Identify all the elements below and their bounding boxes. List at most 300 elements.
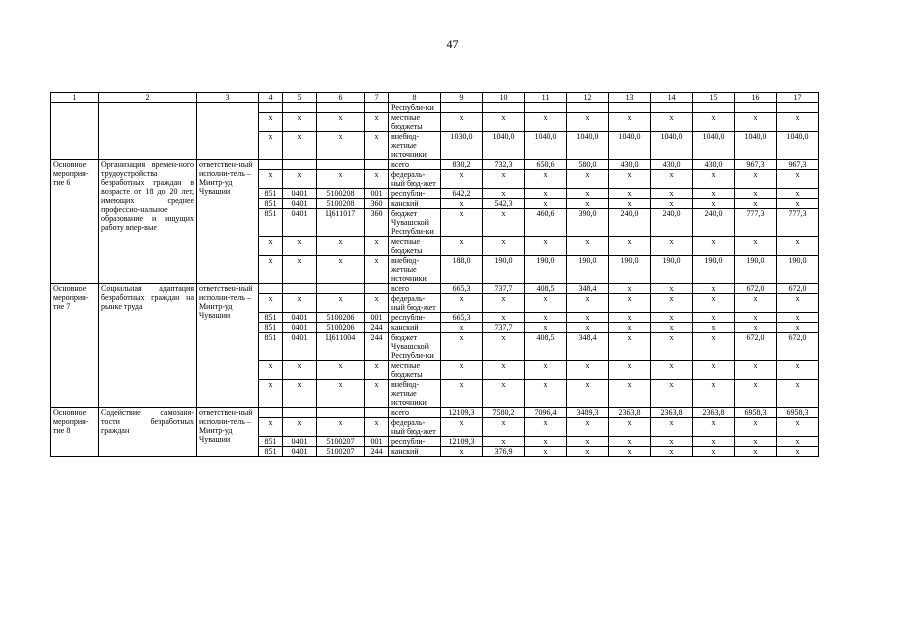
amount-cell: х bbox=[441, 361, 483, 380]
amount-cell: х bbox=[525, 361, 567, 380]
funding-source-cell: Республи-ки bbox=[389, 103, 441, 113]
amount-cell: х bbox=[735, 380, 777, 408]
code-cell: 851 bbox=[259, 199, 283, 209]
amount-cell: х bbox=[609, 418, 651, 437]
amount-cell: 737,7 bbox=[483, 284, 525, 294]
code-cell bbox=[365, 160, 389, 170]
code-cell: х bbox=[259, 132, 283, 160]
funding-source-cell: внебюд-жетные источники bbox=[389, 380, 441, 408]
amount-cell: х bbox=[651, 437, 693, 447]
amount-cell: х bbox=[693, 170, 735, 189]
amount-cell: х bbox=[609, 113, 651, 132]
amount-cell: 1040,0 bbox=[777, 132, 819, 160]
code-cell: х bbox=[259, 418, 283, 437]
code-cell: 851 bbox=[259, 437, 283, 447]
code-cell: 244 bbox=[365, 333, 389, 361]
code-cell: х bbox=[259, 361, 283, 380]
column-number: 7 bbox=[365, 93, 389, 103]
code-cell bbox=[365, 103, 389, 113]
column-number: 10 bbox=[483, 93, 525, 103]
amount-cell: 12109,3 bbox=[441, 408, 483, 418]
amount-cell: х bbox=[735, 418, 777, 437]
amount-cell: 12109,3 bbox=[441, 437, 483, 447]
funding-source-cell: федераль-ный бюд-жет bbox=[389, 170, 441, 189]
code-cell: 0401 bbox=[283, 199, 317, 209]
code-cell bbox=[283, 408, 317, 418]
amount-cell: х bbox=[483, 294, 525, 313]
amount-cell bbox=[609, 103, 651, 113]
amount-cell: х bbox=[483, 437, 525, 447]
column-number: 16 bbox=[735, 93, 777, 103]
amount-cell: х bbox=[735, 361, 777, 380]
amount-cell: х bbox=[483, 333, 525, 361]
code-cell: 360 bbox=[365, 209, 389, 237]
amount-cell: х bbox=[441, 294, 483, 313]
amount-cell: 1040,0 bbox=[609, 132, 651, 160]
amount-cell: 1040,0 bbox=[567, 132, 609, 160]
amount-cell: х bbox=[567, 437, 609, 447]
code-cell: 851 bbox=[259, 313, 283, 323]
amount-cell: х bbox=[525, 437, 567, 447]
amount-cell: 672,0 bbox=[777, 333, 819, 361]
code-cell: 244 bbox=[365, 447, 389, 457]
amount-cell: 665,3 bbox=[441, 313, 483, 323]
code-cell: 0401 bbox=[283, 323, 317, 333]
code-cell: х bbox=[283, 237, 317, 256]
amount-cell: х bbox=[567, 361, 609, 380]
amount-cell: 460,6 bbox=[525, 209, 567, 237]
code-cell: х bbox=[317, 113, 365, 132]
amount-cell: 1040,0 bbox=[651, 132, 693, 160]
code-cell bbox=[283, 284, 317, 294]
amount-cell: х bbox=[777, 237, 819, 256]
amount-cell: х bbox=[441, 209, 483, 237]
code-cell: 5100207 bbox=[317, 447, 365, 457]
amount-cell: х bbox=[651, 237, 693, 256]
amount-cell: х bbox=[525, 294, 567, 313]
amount-cell: х bbox=[777, 113, 819, 132]
amount-cell: х bbox=[777, 323, 819, 333]
column-number: 1 bbox=[51, 93, 99, 103]
amount-cell: 2363,8 bbox=[651, 408, 693, 418]
amount-cell: 580,0 bbox=[567, 160, 609, 170]
code-cell: х bbox=[317, 294, 365, 313]
amount-cell: х bbox=[651, 380, 693, 408]
amount-cell: х bbox=[525, 189, 567, 199]
code-cell: 001 bbox=[365, 313, 389, 323]
code-cell: х bbox=[365, 132, 389, 160]
column-number: 3 bbox=[197, 93, 259, 103]
amount-cell: х bbox=[441, 333, 483, 361]
funding-source-cell: федераль-ный бюд-жет bbox=[389, 418, 441, 437]
funding-source-cell: республи- bbox=[389, 437, 441, 447]
amount-cell: х bbox=[609, 437, 651, 447]
amount-cell: х bbox=[777, 199, 819, 209]
amount-cell: х bbox=[609, 323, 651, 333]
amount-cell: х bbox=[483, 209, 525, 237]
amount-cell: 240,0 bbox=[651, 209, 693, 237]
funding-source-cell: республи- bbox=[389, 313, 441, 323]
funding-source-cell: местные бюджеты bbox=[389, 237, 441, 256]
amount-cell: 967,3 bbox=[777, 160, 819, 170]
code-cell: х bbox=[259, 170, 283, 189]
amount-cell: 1040,0 bbox=[483, 132, 525, 160]
code-cell: х bbox=[283, 132, 317, 160]
code-cell: 851 bbox=[259, 333, 283, 361]
amount-cell: х bbox=[735, 199, 777, 209]
code-cell: 0401 bbox=[283, 209, 317, 237]
code-cell: 851 bbox=[259, 209, 283, 237]
funding-source-cell: канский bbox=[389, 323, 441, 333]
code-cell: 244 bbox=[365, 323, 389, 333]
amount-cell bbox=[651, 103, 693, 113]
code-cell: 5100208 bbox=[317, 199, 365, 209]
amount-cell: х bbox=[651, 333, 693, 361]
amount-cell: х bbox=[651, 323, 693, 333]
amount-cell: х bbox=[735, 437, 777, 447]
code-cell: х bbox=[365, 380, 389, 408]
amount-cell: 190,0 bbox=[651, 256, 693, 284]
amount-cell: х bbox=[441, 113, 483, 132]
amount-cell: 348,4 bbox=[567, 333, 609, 361]
code-cell: 001 bbox=[365, 437, 389, 447]
amount-cell: 190,0 bbox=[483, 256, 525, 284]
amount-cell: 190,0 bbox=[525, 256, 567, 284]
code-cell: х bbox=[283, 361, 317, 380]
code-cell bbox=[317, 284, 365, 294]
executor-cell: ответствен-ный исполни-тель – Минтр-уд Чувашии bbox=[197, 284, 259, 408]
amount-cell: х bbox=[525, 418, 567, 437]
amount-cell: х bbox=[777, 361, 819, 380]
column-number: 13 bbox=[609, 93, 651, 103]
amount-cell: 542,3 bbox=[483, 199, 525, 209]
amount-cell: х bbox=[609, 294, 651, 313]
amount-cell: х bbox=[777, 418, 819, 437]
code-cell: х bbox=[283, 256, 317, 284]
code-cell: х bbox=[365, 170, 389, 189]
amount-cell: 190,0 bbox=[777, 256, 819, 284]
column-number: 6 bbox=[317, 93, 365, 103]
code-cell: х bbox=[365, 237, 389, 256]
amount-cell bbox=[777, 103, 819, 113]
code-cell: 5100208 bbox=[317, 189, 365, 199]
column-number: 12 bbox=[567, 93, 609, 103]
funding-source-cell: внебюд-жетные источники bbox=[389, 256, 441, 284]
amount-cell: х bbox=[735, 170, 777, 189]
funding-source-cell: внебюд-жетные источники bbox=[389, 132, 441, 160]
amount-cell: 240,0 bbox=[609, 209, 651, 237]
code-cell bbox=[259, 103, 283, 113]
amount-cell: х bbox=[567, 199, 609, 209]
code-cell bbox=[259, 408, 283, 418]
amount-cell bbox=[441, 103, 483, 113]
funding-source-cell: федераль-ный бюд-жет bbox=[389, 294, 441, 313]
amount-cell: х bbox=[525, 199, 567, 209]
amount-cell: 430,0 bbox=[651, 160, 693, 170]
amount-cell: х bbox=[609, 199, 651, 209]
amount-cell: х bbox=[735, 323, 777, 333]
executor-cell: ответствен-ный исполни-тель – Минтр-уд Чувашии bbox=[197, 160, 259, 284]
column-number: 2 bbox=[99, 93, 197, 103]
amount-cell: х bbox=[567, 447, 609, 457]
column-number-row bbox=[51, 93, 819, 103]
column-number: 15 bbox=[693, 93, 735, 103]
amount-cell: х bbox=[651, 170, 693, 189]
amount-cell: х bbox=[735, 313, 777, 323]
amount-cell: 190,0 bbox=[609, 256, 651, 284]
amount-cell: х bbox=[735, 237, 777, 256]
amount-cell: х bbox=[525, 313, 567, 323]
amount-cell: х bbox=[777, 447, 819, 457]
amount-cell: х bbox=[609, 189, 651, 199]
code-cell: 5100207 bbox=[317, 437, 365, 447]
table-row bbox=[51, 408, 819, 418]
funding-source-cell: бюджет Чувашской Республи-ки bbox=[389, 209, 441, 237]
funding-source-cell: всего bbox=[389, 160, 441, 170]
funding-source-cell: местные бюджеты bbox=[389, 361, 441, 380]
amount-cell: х bbox=[609, 237, 651, 256]
amount-cell: 348,4 bbox=[567, 284, 609, 294]
amount-cell: х bbox=[441, 237, 483, 256]
amount-cell: х bbox=[525, 447, 567, 457]
code-cell: 0401 bbox=[283, 313, 317, 323]
amount-cell: х bbox=[693, 113, 735, 132]
funding-source-cell: местные бюджеты bbox=[389, 113, 441, 132]
funding-source-cell: канский bbox=[389, 447, 441, 457]
code-cell: х bbox=[365, 418, 389, 437]
amount-cell: х bbox=[567, 380, 609, 408]
amount-cell: 732,3 bbox=[483, 160, 525, 170]
code-cell: х bbox=[317, 380, 365, 408]
amount-cell: 672,0 bbox=[777, 284, 819, 294]
amount-cell: х bbox=[693, 284, 735, 294]
amount-cell: х bbox=[567, 323, 609, 333]
amount-cell bbox=[567, 103, 609, 113]
code-cell: х bbox=[283, 170, 317, 189]
amount-cell: х bbox=[777, 437, 819, 447]
code-cell: х bbox=[259, 294, 283, 313]
amount-cell: 6958,3 bbox=[735, 408, 777, 418]
code-cell: х bbox=[317, 237, 365, 256]
amount-cell: 240,0 bbox=[693, 209, 735, 237]
amount-cell: 777,3 bbox=[735, 209, 777, 237]
column-number: 17 bbox=[777, 93, 819, 103]
budget-table bbox=[50, 92, 819, 457]
amount-cell: 1030,0 bbox=[441, 132, 483, 160]
code-cell: 851 bbox=[259, 189, 283, 199]
amount-cell: х bbox=[651, 313, 693, 323]
code-cell: х bbox=[365, 256, 389, 284]
amount-cell: х bbox=[567, 170, 609, 189]
amount-cell: х bbox=[651, 199, 693, 209]
executor-cell bbox=[197, 103, 259, 160]
amount-cell: х bbox=[651, 294, 693, 313]
amount-cell: 190,0 bbox=[693, 256, 735, 284]
code-cell: х bbox=[283, 418, 317, 437]
amount-cell: 430,0 bbox=[609, 160, 651, 170]
amount-cell: х bbox=[483, 113, 525, 132]
amount-cell bbox=[735, 103, 777, 113]
amount-cell: х bbox=[651, 113, 693, 132]
amount-cell: х bbox=[693, 313, 735, 323]
amount-cell: х bbox=[609, 447, 651, 457]
amount-cell: х bbox=[735, 113, 777, 132]
amount-cell: 408,5 bbox=[525, 333, 567, 361]
amount-cell: 1040,0 bbox=[525, 132, 567, 160]
amount-cell: х bbox=[735, 294, 777, 313]
event-name-cell: Основное мероприя-тие 8 bbox=[51, 408, 99, 457]
amount-cell: х bbox=[525, 237, 567, 256]
amount-cell: х bbox=[693, 323, 735, 333]
code-cell bbox=[283, 160, 317, 170]
event-description-cell: Организация времен-ного трудоустройства безработных граждан в возрасте от 18 до 20 лет, имеющих среднее профессио-нальное образование и ищущих работу впер-вые bbox=[99, 160, 197, 284]
amount-cell: х bbox=[651, 418, 693, 437]
amount-cell: 3489,3 bbox=[567, 408, 609, 418]
event-description-cell: Социальная адаптация безработных граждан на рынке труда bbox=[99, 284, 197, 408]
funding-source-cell: бюджет Чувашской Республи-ки bbox=[389, 333, 441, 361]
amount-cell: х bbox=[693, 189, 735, 199]
code-cell: 5100206 bbox=[317, 313, 365, 323]
column-number: 8 bbox=[389, 93, 441, 103]
amount-cell: х bbox=[777, 313, 819, 323]
amount-cell: х bbox=[651, 447, 693, 457]
amount-cell: х bbox=[693, 380, 735, 408]
amount-cell: х bbox=[609, 361, 651, 380]
amount-cell: х bbox=[693, 361, 735, 380]
amount-cell: х bbox=[483, 418, 525, 437]
funding-source-cell: всего bbox=[389, 284, 441, 294]
amount-cell: х bbox=[441, 380, 483, 408]
code-cell: Ц611017 bbox=[317, 209, 365, 237]
amount-cell: 2363,8 bbox=[693, 408, 735, 418]
code-cell: 851 bbox=[259, 323, 283, 333]
amount-cell: 737,7 bbox=[483, 323, 525, 333]
code-cell bbox=[365, 284, 389, 294]
code-cell: х bbox=[259, 113, 283, 132]
amount-cell: х bbox=[483, 313, 525, 323]
amount-cell: х bbox=[441, 418, 483, 437]
amount-cell: 2363,8 bbox=[609, 408, 651, 418]
table-row bbox=[51, 284, 819, 294]
code-cell: х bbox=[259, 380, 283, 408]
event-description-cell: Содействие самозаня-тости безработных граждан bbox=[99, 408, 197, 457]
code-cell: 001 bbox=[365, 189, 389, 199]
amount-cell: 190,0 bbox=[735, 256, 777, 284]
amount-cell: х bbox=[483, 170, 525, 189]
amount-cell: 430,0 bbox=[693, 160, 735, 170]
amount-cell: х bbox=[483, 237, 525, 256]
column-number: 9 bbox=[441, 93, 483, 103]
code-cell: 0401 bbox=[283, 437, 317, 447]
amount-cell: х bbox=[693, 199, 735, 209]
amount-cell: 830,2 bbox=[441, 160, 483, 170]
amount-cell: х bbox=[441, 170, 483, 189]
amount-cell: х bbox=[651, 284, 693, 294]
funding-source-cell: республи- bbox=[389, 189, 441, 199]
amount-cell: 190,0 bbox=[567, 256, 609, 284]
code-cell: Ц611004 bbox=[317, 333, 365, 361]
amount-cell: 7580,2 bbox=[483, 408, 525, 418]
amount-cell: 650,6 bbox=[525, 160, 567, 170]
amount-cell: х bbox=[693, 237, 735, 256]
column-number: 14 bbox=[651, 93, 693, 103]
code-cell: х bbox=[259, 256, 283, 284]
amount-cell: х bbox=[609, 284, 651, 294]
code-cell bbox=[317, 103, 365, 113]
code-cell: х bbox=[317, 132, 365, 160]
amount-cell: х bbox=[609, 380, 651, 408]
amount-cell: 642,2 bbox=[441, 189, 483, 199]
amount-cell: х bbox=[525, 323, 567, 333]
amount-cell: х bbox=[483, 189, 525, 199]
amount-cell: х bbox=[651, 189, 693, 199]
amount-cell: х bbox=[735, 447, 777, 457]
amount-cell: х bbox=[525, 113, 567, 132]
amount-cell: х bbox=[777, 294, 819, 313]
amount-cell: х bbox=[525, 380, 567, 408]
amount-cell: х bbox=[567, 237, 609, 256]
column-number: 11 bbox=[525, 93, 567, 103]
code-cell: х bbox=[259, 237, 283, 256]
table-row bbox=[51, 160, 819, 170]
amount-cell: х bbox=[567, 189, 609, 199]
code-cell: 360 bbox=[365, 199, 389, 209]
code-cell: х bbox=[317, 361, 365, 380]
amount-cell: 967,3 bbox=[735, 160, 777, 170]
funding-source-cell: канский bbox=[389, 199, 441, 209]
code-cell: 0401 bbox=[283, 189, 317, 199]
code-cell bbox=[317, 160, 365, 170]
amount-cell: х bbox=[609, 313, 651, 323]
amount-cell: х bbox=[567, 113, 609, 132]
code-cell bbox=[283, 103, 317, 113]
amount-cell: 376,9 bbox=[483, 447, 525, 457]
amount-cell: 188,0 bbox=[441, 256, 483, 284]
code-cell: х bbox=[283, 113, 317, 132]
amount-cell: х bbox=[777, 170, 819, 189]
amount-cell bbox=[525, 103, 567, 113]
column-number: 4 bbox=[259, 93, 283, 103]
amount-cell: х bbox=[441, 447, 483, 457]
code-cell: х bbox=[365, 113, 389, 132]
amount-cell: х bbox=[609, 333, 651, 361]
code-cell: х bbox=[365, 294, 389, 313]
amount-cell: х bbox=[777, 380, 819, 408]
amount-cell: х bbox=[567, 294, 609, 313]
amount-cell bbox=[693, 103, 735, 113]
code-cell bbox=[317, 408, 365, 418]
amount-cell: х bbox=[693, 418, 735, 437]
amount-cell: 1040,0 bbox=[693, 132, 735, 160]
code-cell: х bbox=[283, 294, 317, 313]
page-number: 47 bbox=[446, 37, 459, 51]
table-row bbox=[51, 103, 819, 113]
code-cell: х bbox=[317, 256, 365, 284]
code-cell: 0401 bbox=[283, 333, 317, 361]
amount-cell: 7096,4 bbox=[525, 408, 567, 418]
executor-cell: ответствен-ный исполни-тель – Минтр-уд Чувашии bbox=[197, 408, 259, 457]
amount-cell: 672,0 bbox=[735, 284, 777, 294]
code-cell bbox=[259, 284, 283, 294]
code-cell bbox=[365, 408, 389, 418]
amount-cell: х bbox=[693, 294, 735, 313]
amount-cell: 6958,3 bbox=[777, 408, 819, 418]
code-cell: х bbox=[317, 170, 365, 189]
amount-cell: х bbox=[693, 333, 735, 361]
code-cell: 0401 bbox=[283, 447, 317, 457]
amount-cell: х bbox=[483, 380, 525, 408]
amount-cell: 408,5 bbox=[525, 284, 567, 294]
